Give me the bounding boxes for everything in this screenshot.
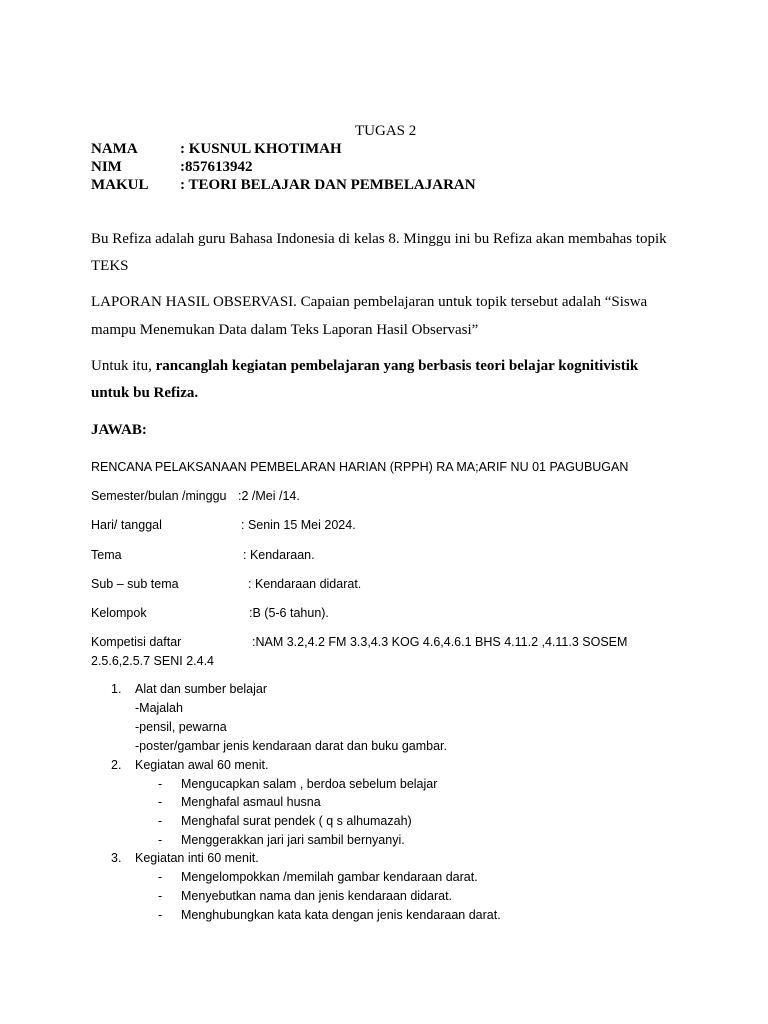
bullet-dash: - xyxy=(158,795,163,809)
list-item-title-1: Alat dan sumber belajar xyxy=(135,682,268,696)
bullet-text: Menghubungkan kata kata dengan jenis kendaraan darat. xyxy=(181,908,501,922)
rpph-title: RENCANA PELAKSANAAN PEMBELARAN HARIAN (RPPH) RA MA;ARIF NU 01 PAGUBUGAN xyxy=(91,460,629,474)
list-item-title-3: Kegiatan inti 60 menit. xyxy=(135,851,259,865)
bullet-text: Menyebutkan nama dan jenis kendaraan didarat. xyxy=(181,889,453,903)
prompt-paragraph-1-line-1: Bu Refiza adalah guru Bahasa Indonesia di kelas 8. Minggu ini bu Refiza akan membahas topik xyxy=(91,231,667,247)
prompt-paragraph-2-line-1: LAPORAN HASIL OBSERVASI. Capaian pembelajaran untuk topik tersebut adalah “Siswa xyxy=(91,294,648,310)
list-item-title-2: Kegiatan awal 60 menit. xyxy=(135,758,269,772)
list-item-number-3: 3. xyxy=(111,851,122,865)
field-value-tema: : Kendaraan. xyxy=(243,548,315,562)
bullet-text: Menggerakkan jari jari sambil bernyanyi. xyxy=(181,833,405,847)
bullet-dash: - xyxy=(158,870,163,884)
bullet-dash: - xyxy=(158,814,163,828)
bullet-text: Mengelompokkan /memilah gambar kendaraan darat. xyxy=(181,870,478,884)
list-item-number-1: 1. xyxy=(111,682,122,696)
list-item-number-2: 2. xyxy=(111,758,122,772)
bullet-text: Menghafal asmaul husna xyxy=(181,795,321,809)
field-label-kelompok: Kelompok xyxy=(91,606,147,620)
bullet-dash: - xyxy=(158,908,163,922)
info-label-makul: MAKUL xyxy=(91,177,149,193)
list-item-line: -pensil, pewarna xyxy=(135,720,227,734)
field-value-semester: :2 /Mei /14. xyxy=(238,489,300,503)
prompt-paragraph-3-line-2: untuk bu Refiza. xyxy=(91,385,199,401)
prompt-paragraph-2-line-2: mampu Menemukan Data dalam Teks Laporan Hasil Observasi” xyxy=(91,322,479,338)
info-value-nim: :857613942 xyxy=(180,159,253,175)
document-title: TUGAS 2 xyxy=(355,123,417,139)
bullet-dash: - xyxy=(158,833,163,847)
bullet-dash: - xyxy=(158,777,163,791)
info-label-nim: NIM xyxy=(91,159,122,175)
field-label-semester: Semester/bulan /minggu xyxy=(91,489,227,503)
field-value-kompetisi-continued: 2.5.6,2.5.7 SENI 2.4.4 xyxy=(91,654,214,668)
field-value-subtema: : Kendaraan didarat. xyxy=(248,577,362,591)
field-label-kompetisi: Kompetisi daftar xyxy=(91,635,182,649)
info-value-nama: : KUSNUL KHOTIMAH xyxy=(180,141,342,157)
field-label-subtema: Sub – sub tema xyxy=(91,577,179,591)
field-label-hari: Hari/ tanggal xyxy=(91,518,162,532)
field-value-hari: : Senin 15 Mei 2024. xyxy=(241,518,356,532)
info-label-nama: NAMA xyxy=(91,141,138,157)
list-item-line: -poster/gambar jenis kendaraan darat dan buku gambar. xyxy=(135,739,447,753)
info-value-makul: : TEORI BELAJAR DAN PEMBELAJARAN xyxy=(180,177,476,193)
prompt-prefix: Untuk itu, xyxy=(91,358,156,374)
prompt-instruction: rancanglah kegiatan pembelajaran yang berbasis teori belajar kognitivistik xyxy=(155,358,639,374)
bullet-dash: - xyxy=(158,889,163,903)
bullet-text: Mengucapkan salam , berdoa sebelum belajar xyxy=(181,777,438,791)
field-value-kompetisi: :NAM 3.2,4.2 FM 3.3,4.3 KOG 4.6,4.6.1 BHS 4.11.2 ,4.11.3 SOSEM xyxy=(252,635,628,649)
list-item-line: -Majalah xyxy=(135,701,183,715)
field-label-tema: Tema xyxy=(91,548,122,562)
jawab-heading: JAWAB: xyxy=(91,422,147,438)
prompt-paragraph-1-line-2: TEKS xyxy=(91,258,129,274)
field-value-kelompok: :B (5-6 tahun). xyxy=(249,606,329,620)
bullet-text: Menghafal surat pendek ( q s alhumazah) xyxy=(181,814,412,828)
